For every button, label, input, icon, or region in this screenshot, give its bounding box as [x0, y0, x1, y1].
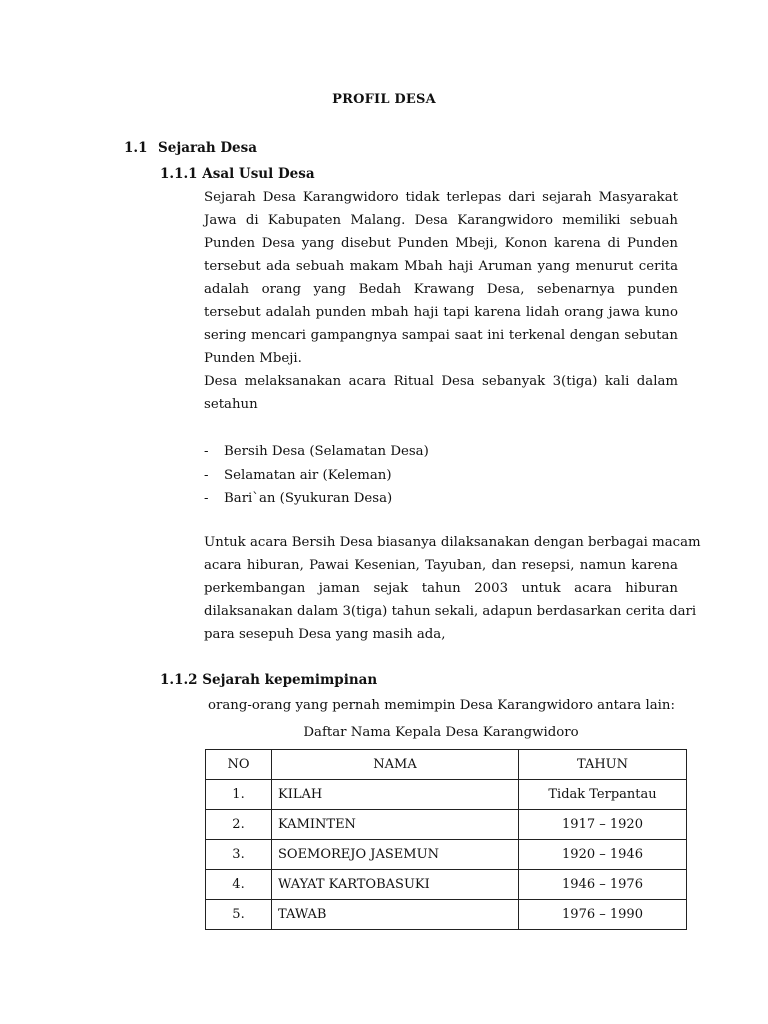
text-line: Punden Desa yang disebut Punden Mbeji, Konon karena di Punden — [204, 236, 678, 251]
table-header-row — [206, 750, 687, 780]
list-item: - Bari`an (Syukuran Desa) — [204, 491, 393, 506]
text-line: acara hiburan, Pawai Kesenian, Tayuban, dan resepsi, namun karena — [204, 558, 678, 573]
table-row — [206, 810, 687, 840]
text-line: Untuk acara Bersih Desa biasanya dilaksanakan dengan berbagai macam — [204, 535, 701, 550]
text-line: Jawa di Kabupaten Malang. Desa Karangwidoro memiliki sebuah — [204, 213, 678, 228]
text-line: Desa melaksanakan acara Ritual Desa sebanyak 3(tiga) kali dalam — [204, 374, 678, 389]
list-item: - Bersih Desa (Selamatan Desa) — [204, 444, 429, 459]
cell-no: 1. — [206, 780, 272, 810]
table-row — [206, 870, 687, 900]
text-line: sering mencari gampangnya sampai saat ini terkenal dengan sebutan — [204, 328, 678, 343]
cell-tahun: 1976 – 1990 — [519, 900, 687, 930]
table-row — [206, 840, 687, 870]
ritual-list — [204, 440, 429, 511]
list-item: - Selamatan air (Keleman) — [204, 467, 392, 483]
text-line: Punden Mbeji. — [204, 351, 302, 366]
intro-text: orang-orang yang pernah memimpin Desa Karangwidoro antara lain: — [208, 698, 675, 713]
section-number: 1.1 — [124, 140, 148, 156]
text-line: perkembangan jaman sejak tahun 2003 untuk acara hiburan — [204, 581, 678, 596]
table-caption: Daftar Nama Kepala Desa Karangwidoro — [303, 725, 579, 740]
text-line: para sesepuh Desa yang masih ada, — [204, 627, 446, 642]
cell-no: 3. — [206, 840, 272, 870]
header-no: NO — [206, 750, 272, 780]
text-line: dilaksanakan dalam 3(tiga) tahun sekali, adapun berdasarkan cerita dari — [204, 604, 697, 619]
table-row — [206, 780, 687, 810]
cell-nama: WAYAT KARTOBASUKI — [272, 870, 519, 900]
subsection-heading-asal-usul: 1.1.1 Asal Usul Desa — [160, 166, 315, 182]
cell-tahun: Tidak Terpantau — [519, 780, 687, 810]
kepala-desa-table — [205, 749, 687, 930]
page-title: PROFIL DESA — [332, 92, 436, 107]
cell-tahun: 1920 – 1946 — [519, 840, 687, 870]
header-tahun: TAHUN — [519, 750, 687, 780]
text-line: adalah orang yang Bedah Krawang Desa, sebenarnya punden — [204, 282, 678, 297]
cell-nama: KILAH — [272, 780, 519, 810]
cell-no: 2. — [206, 810, 272, 840]
section-heading — [124, 140, 257, 156]
cell-nama: KAMINTEN — [272, 810, 519, 840]
cell-nama: TAWAB — [272, 900, 519, 930]
table-row — [206, 900, 687, 930]
section-label: Sejarah Desa — [158, 140, 257, 156]
cell-nama: SOEMOREJO JASEMUN — [272, 840, 519, 870]
subsection-heading-kepemimpinan: 1.1.2 Sejarah kepemimpinan — [160, 672, 378, 688]
text-line: setahun — [204, 397, 258, 412]
text-line: Sejarah Desa Karangwidoro tidak terlepas dari sejarah Masyarakat — [204, 190, 678, 205]
paragraph-bersih-desa — [204, 531, 701, 646]
cell-tahun: 1917 – 1920 — [519, 810, 687, 840]
header-nama: NAMA — [272, 750, 519, 780]
paragraph-asal-usul — [204, 186, 678, 416]
text-line: tersebut ada sebuah makam Mbah haji Aruman yang menurut cerita — [204, 259, 678, 274]
cell-tahun: 1946 – 1976 — [519, 870, 687, 900]
text-line: tersebut adalah punden mbah haji tapi karena lidah orang jawa kuno — [204, 305, 678, 320]
cell-no: 5. — [206, 900, 272, 930]
cell-no: 4. — [206, 870, 272, 900]
